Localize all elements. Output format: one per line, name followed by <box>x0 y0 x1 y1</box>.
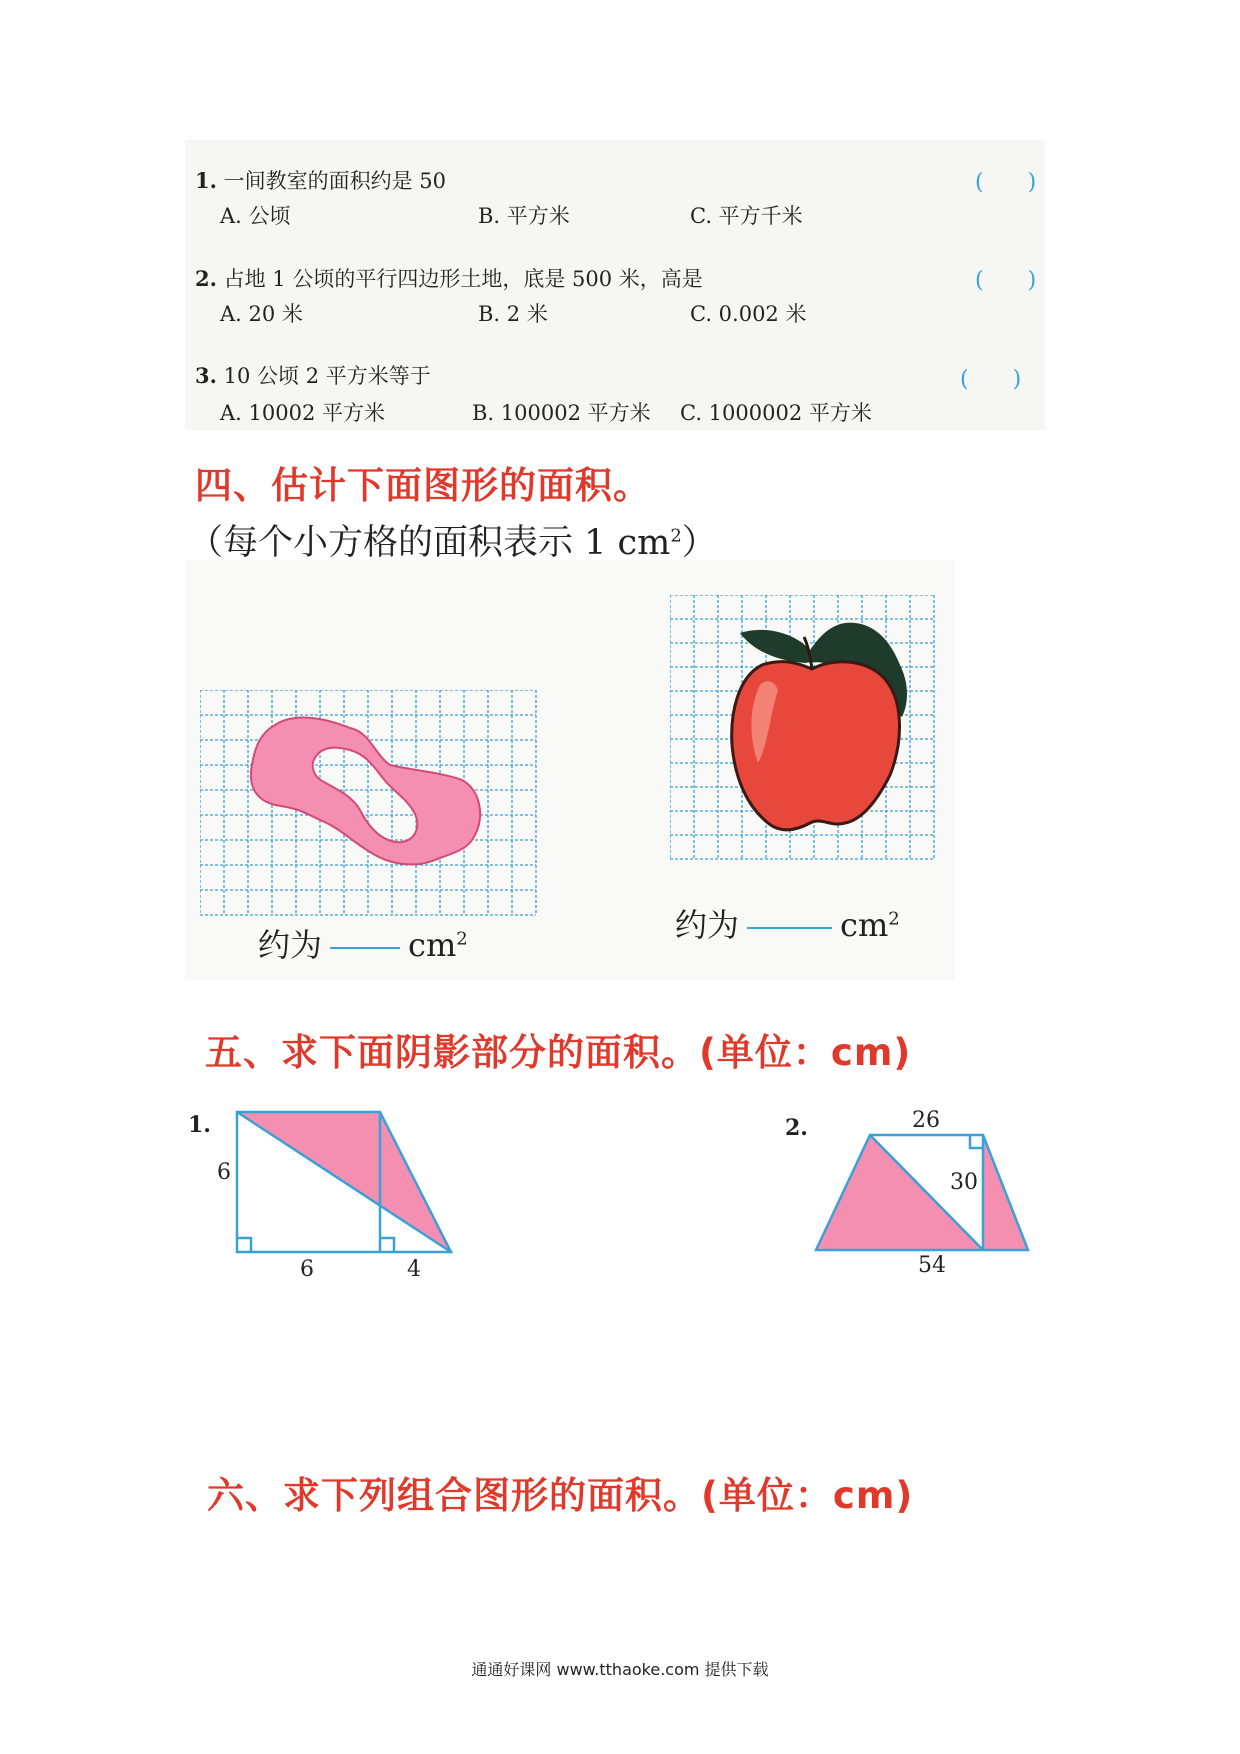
unit-superscript: 2 <box>456 928 468 950</box>
unit-superscript: 2 <box>888 908 900 930</box>
answer-label: 约为 <box>675 906 740 944</box>
choice-b: B. 平方米 <box>478 204 570 228</box>
unit: cm <box>840 906 889 944</box>
question-number: 1. <box>195 168 217 193</box>
question-number: 3. <box>195 363 217 388</box>
bottom-base-label: 54 <box>918 1253 946 1278</box>
note-superscript: 2 <box>670 525 682 547</box>
choice-c: C. 平方千米 <box>690 204 803 228</box>
question-1 <box>195 165 446 195</box>
answer-blank[interactable] <box>747 926 832 929</box>
choice-b: B. 100002 平方米 <box>472 401 651 425</box>
base-extension-label: 4 <box>407 1257 421 1282</box>
choice-c: C. 0.002 米 <box>690 302 807 326</box>
blob-answer-line <box>258 920 468 966</box>
answer-paren[interactable]: ( ) <box>975 170 1037 195</box>
answer-blank[interactable] <box>330 946 400 949</box>
section-4-heading: 四、估计下面图形的面积。 <box>195 464 651 507</box>
shaded-trapezoid-figure-2 <box>810 1125 1035 1260</box>
answer-paren[interactable]: ( ) <box>975 268 1037 293</box>
question-text: 一间教室的面积约是 50 <box>223 169 447 193</box>
section-6-heading: 六、求下列组合图形的面积。(单位：cm) <box>207 1474 914 1517</box>
answer-paren[interactable]: ( ) <box>960 367 1022 392</box>
question-text: 10 公顷 2 平方米等于 <box>223 364 431 388</box>
height-label: 30 <box>950 1170 978 1195</box>
figure-number: 2. <box>785 1115 808 1141</box>
question-text: 占地 1 公顷的平行四边形土地，底是 500 米，高是 <box>223 267 703 291</box>
question-3 <box>195 360 431 390</box>
shaded-trapezoid-figure-1 <box>225 1100 465 1265</box>
figure-number: 1. <box>188 1112 211 1138</box>
top-base-label: 26 <box>912 1108 940 1133</box>
note-text: （每个小方格的面积表示 1 cm <box>188 523 671 563</box>
unit: cm <box>408 926 457 964</box>
footer-credit: 通通好课网 www.tthaoke.com 提供下载 <box>471 1660 769 1679</box>
section-4-note <box>188 515 717 565</box>
side-length-label: 6 <box>217 1160 231 1185</box>
note-close: ） <box>681 523 717 563</box>
blob-grid-figure <box>200 690 540 920</box>
apple-grid-figure <box>670 595 945 865</box>
right-angle-mark <box>380 1238 394 1252</box>
grid-lines <box>200 690 536 915</box>
choice-a: A. 20 米 <box>220 302 303 326</box>
right-angle-mark <box>970 1135 983 1148</box>
question-number: 2. <box>195 266 217 291</box>
base-length-label: 6 <box>300 1257 314 1282</box>
choice-c: C. 1000002 平方米 <box>680 401 872 425</box>
apple-answer-line <box>675 900 900 946</box>
answer-label: 约为 <box>258 926 323 964</box>
section-5-heading: 五、求下面阴影部分的面积。(单位：cm) <box>205 1031 912 1074</box>
question-2 <box>195 263 703 293</box>
choice-a: A. 公顷 <box>220 204 291 228</box>
choice-b: B. 2 米 <box>478 302 548 326</box>
right-angle-mark <box>237 1238 251 1252</box>
choice-a: A. 10002 平方米 <box>220 401 385 425</box>
